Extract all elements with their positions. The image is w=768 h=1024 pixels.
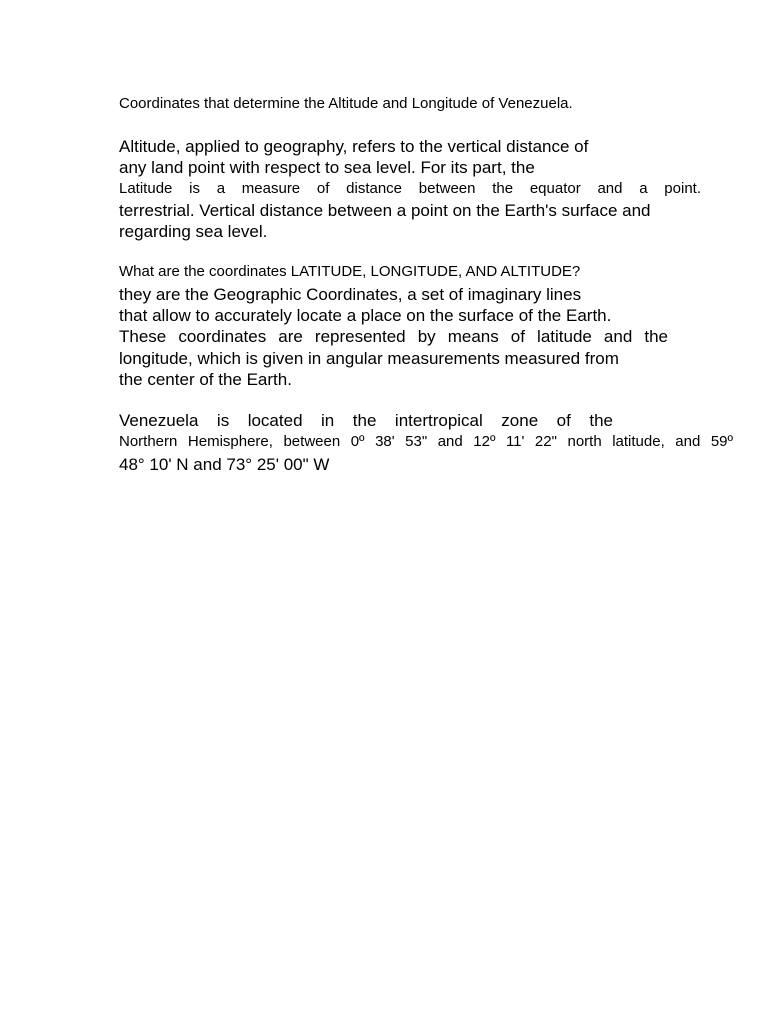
document-heading: Coordinates that determine the Altitude and Longitude of Venezuela. bbox=[119, 95, 573, 112]
paragraph1-line: any land point with respect to sea level. For its part, the bbox=[119, 158, 535, 177]
paragraph1-line: Altitude, applied to geography, refers to the vertical distance of bbox=[119, 137, 589, 156]
paragraph2-line: longitude, which is given in angular measurements measured from bbox=[119, 349, 619, 368]
paragraph2-line: that allow to accurately locate a place on the surface of the Earth. bbox=[119, 306, 612, 325]
question-line: What are the coordinates LATITUDE, LONGITUDE, AND ALTITUDE? bbox=[119, 263, 581, 280]
paragraph1-line: regarding sea level. bbox=[119, 222, 268, 241]
paragraph3-line: Northern Hemisphere, between 0º 38' 53" and 12º 11' 22" north latitude, and 59º bbox=[119, 433, 733, 450]
paragraph3-line: 48° 10' N and 73° 25' 00" W bbox=[119, 455, 330, 474]
paragraph2-line: they are the Geographic Coordinates, a set of imaginary lines bbox=[119, 285, 582, 304]
paragraph2-line: the center of the Earth. bbox=[119, 370, 292, 389]
paragraph1-line: terrestrial. Vertical distance between a point on the Earth's surface and bbox=[119, 201, 651, 220]
paragraph2-line: These coordinates are represented by means of latitude and the bbox=[119, 327, 668, 346]
paragraph3-line: Venezuela is located in the intertropical zone of the bbox=[119, 411, 613, 430]
paragraph1-line: Latitude is a measure of distance between the equator and a point. bbox=[119, 180, 701, 197]
